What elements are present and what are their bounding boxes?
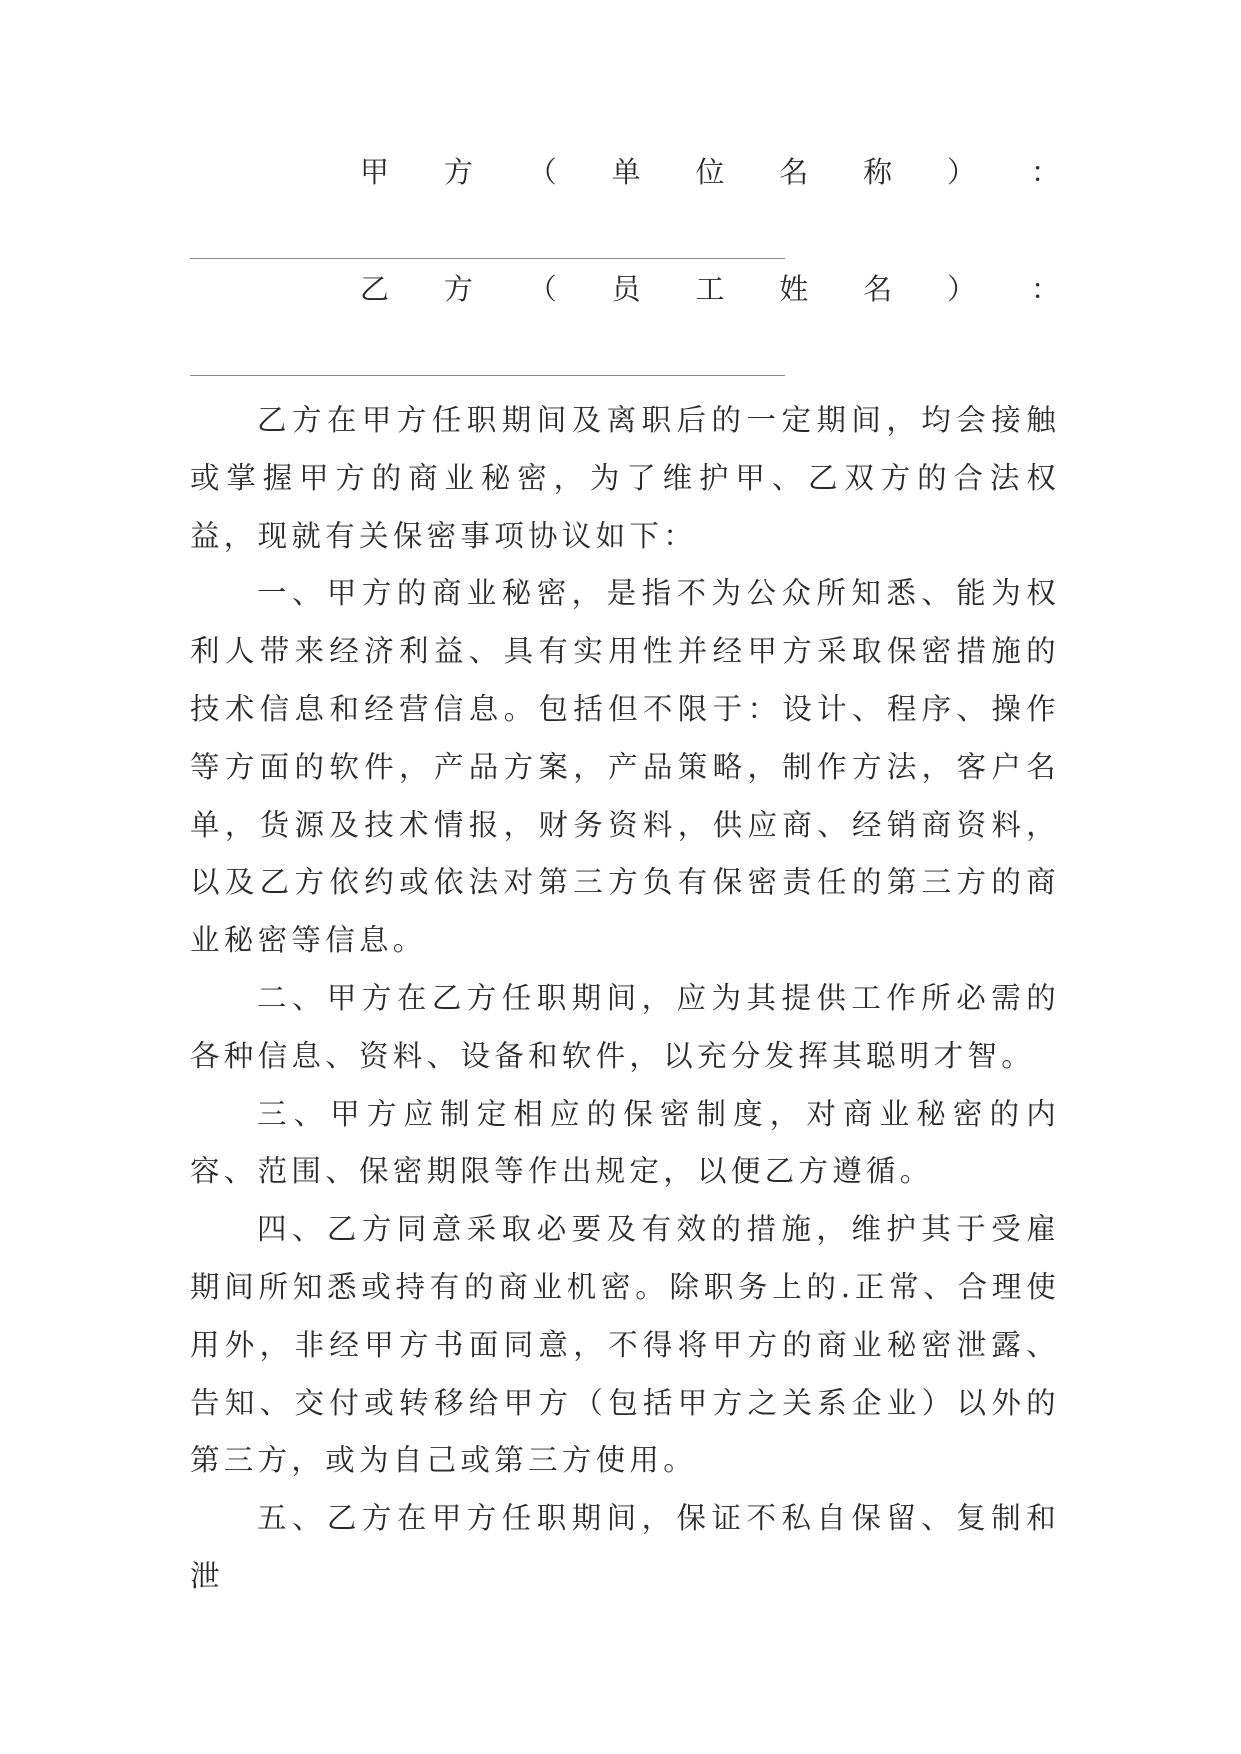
- clause-2-paragraph: 二、甲方在乙方任职期间，应为其提供工作所必需的各种信息、资料、设备和软件，以充分发挥其聪明才智。: [190, 980, 1060, 1073]
- party-a-char: 名: [779, 155, 809, 189]
- party-b-char: （: [527, 272, 557, 306]
- party-b-char: 员: [611, 272, 641, 306]
- party-a-char: 位: [695, 155, 725, 189]
- party-a-char: ）: [947, 155, 977, 189]
- party-b-char: 乙: [360, 272, 390, 306]
- party-a-char: ：: [1030, 155, 1060, 189]
- party-a-line: [360, 150, 1060, 191]
- party-a-char: （: [527, 155, 557, 189]
- party-a-char: 甲: [360, 155, 390, 189]
- party-b-line: [360, 267, 1060, 308]
- party-b-char: 方: [443, 272, 473, 306]
- preamble-paragraph: 乙方在甲方任职期间及离职后的一定期间，均会接触或掌握甲方的商业秘密，为了维护甲、乙双方的合法权益，现就有关保密事项协议如下：: [190, 403, 1060, 553]
- party-b-blank-line: [190, 375, 785, 376]
- party-b-char: ）: [947, 272, 977, 306]
- party-b-char: 姓: [779, 272, 809, 306]
- agreement-body: [190, 392, 1060, 1606]
- party-a-char: 方: [443, 155, 473, 189]
- clause-3-paragraph: 三、甲方应制定相应的保密制度，对商业秘密的内容、范围、保密期限等作出规定，以便乙方遵循。: [190, 1096, 1060, 1189]
- party-a-blank-line: [190, 258, 785, 259]
- party-b-char: 工: [695, 272, 725, 306]
- clause-1-paragraph: 一、甲方的商业秘密，是指不为公众所知悉、能为权利人带来经济利益、具有实用性并经甲方采取保密措施的技术信息和经营信息。包括但不限于：设计、程序、操作等方面的软件，产品方案，产品策略，制作方法，客户名单，货源及技术情报，财务资料，供应商、经销商资料，以及乙方依约或依法对第三方负有保密责任的第三方的商业秘密等信息。: [190, 576, 1060, 958]
- party-a-char: 单: [611, 155, 641, 189]
- party-a-char: 称: [863, 155, 893, 189]
- clause-5-paragraph: 五、乙方在甲方任职期间，保证不私自保留、复制和泄: [190, 1501, 1060, 1593]
- party-b-char: ：: [1030, 272, 1060, 306]
- clause-4-paragraph: 四、乙方同意采取必要及有效的措施，维护其于受雇期间所知悉或持有的商业机密。除职务上的.正常、合理使用外，非经甲方书面同意，不得将甲方的商业秘密泄露、告知、交付或转移给甲方（包括甲方之关系企业）以外的第三方，或为自己或第三方使用。: [190, 1212, 1060, 1478]
- party-b-char: 名: [863, 272, 893, 306]
